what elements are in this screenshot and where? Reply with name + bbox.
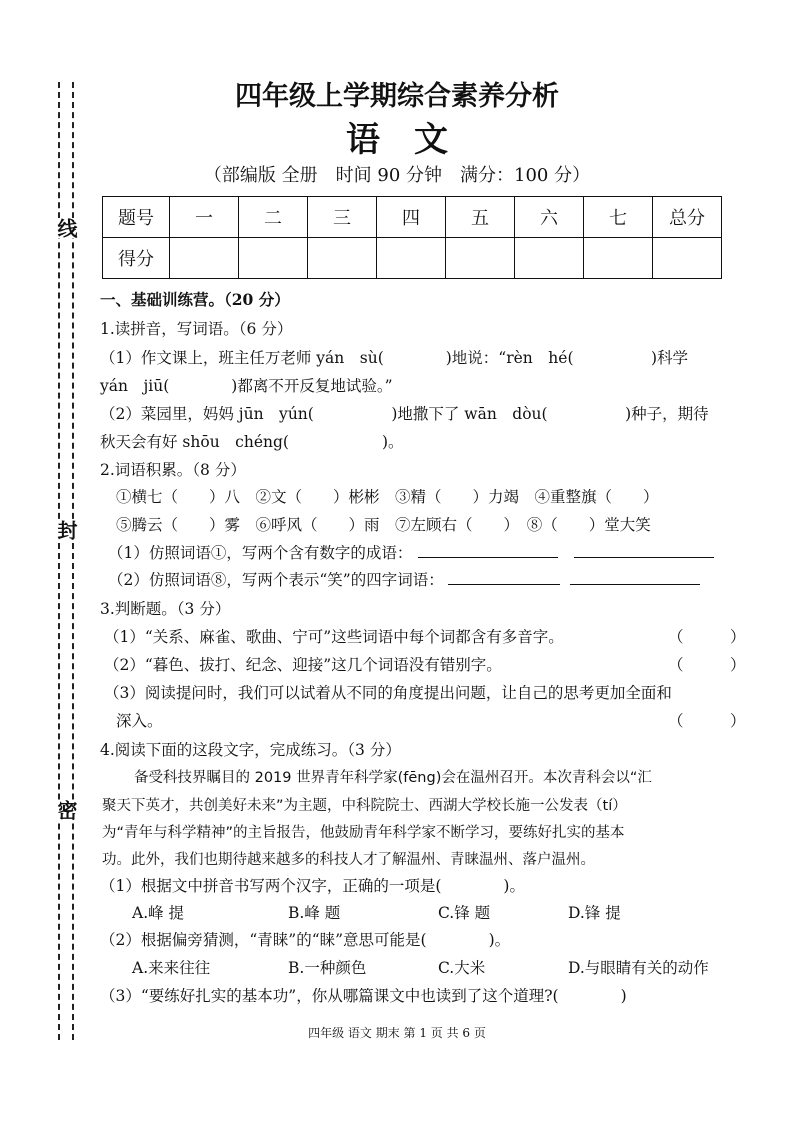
table-cell: 五 [446, 197, 515, 238]
answer-blank[interactable] [574, 543, 714, 558]
score-table-score-row [103, 238, 722, 279]
option-a[interactable]: A.峰 提 [132, 904, 185, 922]
score-table [102, 196, 722, 279]
question-line: ①横七（ ）八 ②文（ ）彬彬 ③精（ ）力竭 ④重整旗（ ） [116, 488, 659, 506]
answer-blank[interactable] [570, 570, 700, 585]
score-cell[interactable] [515, 238, 584, 279]
question-line [108, 568, 700, 590]
question-line: （3）“要练好扎实的基本功”，你从哪篇课文中也读到了这个道理?( ) [100, 987, 627, 1005]
question-line: （1）根据文中拼音书写两个汉字，正确的一项是( )。 [100, 877, 525, 895]
binding-mark-seal: 封 [52, 520, 81, 540]
passage-line: 为“青年与科学精神”的主旨报告，他鼓励青年科学家不断学习，要练好扎实的基本 [102, 825, 625, 841]
question-title: 4.阅读下面的这段文字，完成练习。（3 分） [100, 741, 401, 759]
answer-paren[interactable]: （ ） [668, 656, 746, 674]
section-heading: 一、基础训练营。（20 分） [100, 290, 290, 309]
score-cell[interactable] [653, 238, 722, 279]
question-title: 2.词语积累。（8 分） [100, 461, 246, 479]
question-title: 1.读拼音，写词语。（6 分） [100, 320, 293, 338]
answer-paren[interactable]: （ ） [668, 628, 746, 646]
table-cell: 题号 [103, 197, 170, 238]
score-cell[interactable] [239, 238, 308, 279]
page-footer: 四年级 语文 期末 第 1 页 共 6 页 [308, 1026, 486, 1040]
question-line: （2）根据偏旁猜测，“青睐”的“睐”意思可能是( )。 [100, 931, 511, 949]
score-table-header-row [103, 197, 722, 238]
question-line: 深入。 [116, 712, 163, 730]
question-line: ⑤腾云（ ）雾 ⑥呼风（ ）雨 ⑦左顾右（ ） ⑧（ ）堂大笑 [116, 516, 651, 534]
exam-info: （部编版 全册 时间 90 分钟 满分：100 分） [203, 165, 591, 186]
score-cell[interactable] [446, 238, 515, 279]
question-text: （1）仿照词语①，写两个含有数字的成语： [108, 544, 413, 562]
question-line [108, 541, 714, 563]
option-d[interactable]: D.与眼睛有关的动作 [568, 959, 709, 977]
table-cell: 三 [308, 197, 377, 238]
score-cell[interactable] [584, 238, 653, 279]
option-b[interactable]: B.峰 题 [288, 904, 341, 922]
question-text: （2）仿照词语⑧，写两个表示“笑”的四字词语： [108, 571, 444, 589]
table-cell: 一 [170, 197, 239, 238]
table-cell: 二 [239, 197, 308, 238]
question-line: （2）菜园里，妈妈 jūn yún( )地撒下了 wān dòu( )种子，期待 [100, 405, 709, 423]
passage-line: 备受科技界瞩目的 2019 世界青年科学家(fēng)会在温州召开。本次青科会以“汇 [134, 770, 652, 786]
exam-title: 四年级上学期综合素养分析 [235, 81, 559, 112]
table-cell: 总分 [653, 197, 722, 238]
answer-blank[interactable] [448, 570, 560, 585]
question-line: （2）“暮色、拔打、纪念、迎接”这几个词语没有错别字。 [104, 656, 502, 674]
question-line: yán jiū( )都离不开反复地试验。” [100, 377, 393, 395]
passage-line: 聚天下英才，共创美好未来”为主题，中科院院士、西湖大学校长施一公发表（tí） [102, 798, 627, 814]
subject-title: 语 文 [346, 120, 448, 160]
binding-mark-close: 密 [52, 800, 81, 820]
score-cell[interactable] [377, 238, 446, 279]
table-cell: 得分 [103, 238, 170, 279]
question-title: 3.判断题。（3 分） [100, 600, 231, 618]
passage-line: 功。此外，我们也期待越来越多的科技人才了解温州、青睐温州、落户温州。 [102, 852, 595, 868]
option-a[interactable]: A.来来往往 [132, 959, 211, 977]
answer-paren[interactable]: （ ） [668, 712, 746, 730]
table-cell: 七 [584, 197, 653, 238]
option-b[interactable]: B.一种颜色 [288, 959, 367, 977]
option-d[interactable]: D.锋 提 [568, 904, 621, 922]
score-cell[interactable] [308, 238, 377, 279]
table-cell: 六 [515, 197, 584, 238]
table-cell: 四 [377, 197, 446, 238]
binding-mark-line: 线 [52, 218, 81, 238]
answer-blank[interactable] [418, 543, 558, 558]
option-c[interactable]: C.大米 [438, 959, 486, 977]
question-line: （3）阅读提问时，我们可以试着从不同的角度提出问题，让自己的思考更加全面和 [104, 684, 672, 702]
question-line: （1）作文课上，班主任万老师 yán sù( )地说：“rèn hé( )科学 [100, 349, 689, 367]
question-line: （1）“关系、麻雀、歌曲、宁可”这些词语中每个词都含有多音字。 [104, 628, 564, 646]
question-line: 秋天会有好 shōu chéng( )。 [100, 433, 404, 451]
option-c[interactable]: C.锋 题 [438, 904, 491, 922]
score-cell[interactable] [170, 238, 239, 279]
